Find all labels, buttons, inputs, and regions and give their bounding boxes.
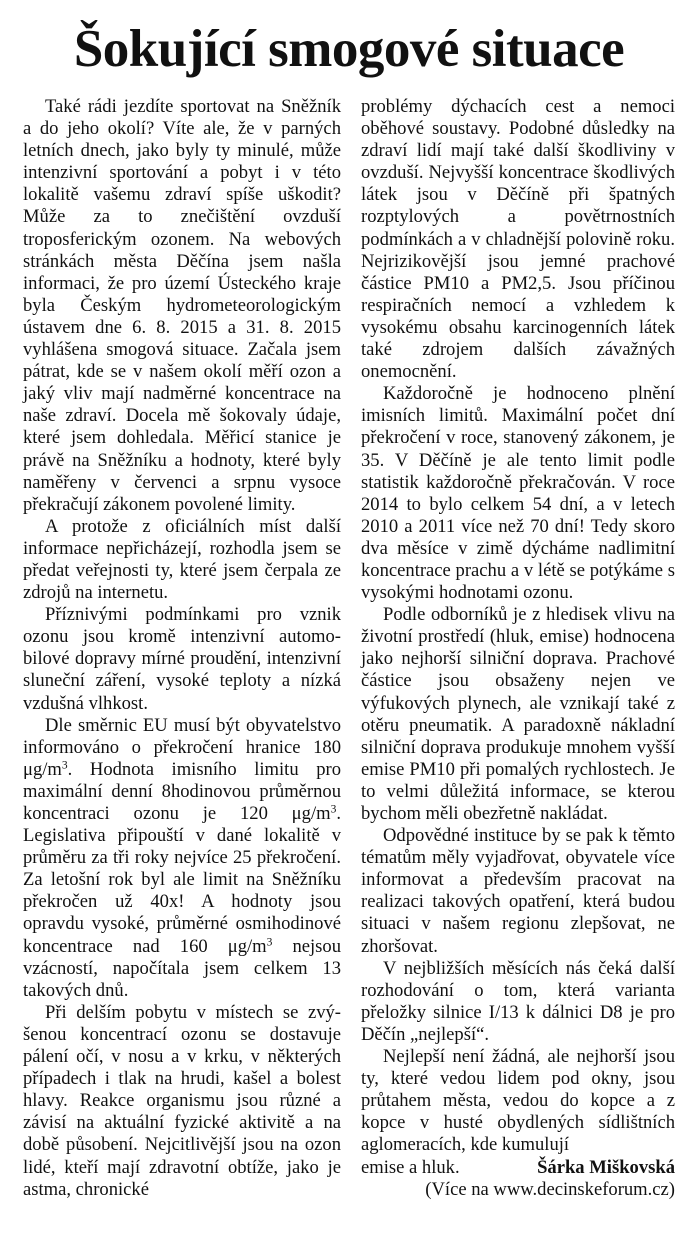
paragraph-4-part-d: nejsou vzácností, napočítala jsem celkem 13 takových dnů. — [23, 935, 341, 1001]
left-column — [23, 96, 341, 1201]
paragraph-1: Také rádi jezdíte sportovat na Sněžník a do jeho okolí? Víte ale, že v parných letních dnech, jako byly ty minulé, může intenzivní sportování a pobyt i v této lokalitě vašemu zdraví spíše uškodit? Může za to znečištění ovzduší troposferickým ozonem. Na webových stránkách města Děčína jsem našla informaci, že pro území Ústeckého kraje byla Českým hydrometeorologickým ústavem dne 6. 8. 2015 a 31. 8. 2015 vyhlášena smogová situace. Začala jsem pátrat, kde se v našem okolí měří ozon a jaký vliv mají nadměrné koncentrace na naše zdraví. Docela mě šokovaly údaje, které jsem dohledala. Měřicí stanice je právě na Sněžníku a hodnoty, které byly naměřeny v červenci a srpnu vysoce překračují zákonem povolené limity. — [23, 96, 341, 515]
paragraph-8: Odpovědné instituce by se pak k těmto tématům měly vyjadřovat, obyvatele více informovat a především pracovat na realizaci takových opatření, která budou situaci v našem regionu zlepšovat, ne zhoršovat. — [361, 825, 675, 957]
paragraph-6: Každoročně je hodnoceno plnění imisních limitů. Maximální počet dní překročení v roce, stanovený zákonem, je 35. V Děčíně je ale tento limit podle statistik každoročně překračován. V roce 2014 to bylo celkem 54 dní, a v letech 2010 a 2011 více než 70 dní! Tedy skoro dva měsíce v zimě dýcháme nadlimitní koncentrace prachu a v létě se potýkáme s vysokými hodnotami ozonu. — [361, 383, 675, 604]
signature-line — [361, 1157, 675, 1179]
paragraph-7: Podle odborníků je z hledisek vlivu na životní prostředí (hluk, emise) hodnocena jako nejhorší silniční doprava. Prachové částice jsou obsaženy nejen ve výfukových plynech, ale vznikají také z otěru pneumatik. A paradoxně nákladní silniční doprava produkuje mnohem vyšší emise PM10 při pomalých rychlostech. Je to velmi důležitá informace, se kterou bychom měli obezřetně nakládat. — [361, 604, 675, 824]
paragraph-3: Příznivými podmínkami pro vznik ozonu jsou kromě intenzivní automobilové dopravy mírné proudění, intenzivní sluneční záření, vysoké teploty a nízká vzdušná vlhkost. — [23, 604, 341, 714]
paragraph-4-part-b: . Hodnota imisního limitu pro maximální denní 8hodinovou průměrnou koncentraci ozonu je 120 μg/m — [23, 758, 341, 824]
paragraph-5: Při delším pobytu v místech se zvýšenou koncentrací ozonu se dostavuje pálení očí, v nosu a v krku, v některých případech i tlak na hrudi, kašel a bolest hlavy. Reakce organismu jsou různé a závisí na aktuální fyzické aktivitě a na době působení. Nejcitlivější jsou na ozon lidé, kteří mají zdravotní obtíže, jako je astma, chronické — [23, 1001, 341, 1200]
paragraph-2: A protože z oficiálních míst další informace nepřicházejí, rozhodla jsem se předat veřejnosti ty, které jsem čerpala ze zdrojů na internetu. — [23, 515, 341, 604]
right-column — [361, 96, 675, 1201]
superscript-3: 3 — [266, 936, 273, 949]
author-name: Šárka Miškovská — [537, 1156, 675, 1178]
paragraph-4-part-a: Dle směrnic EU musí být obyvatelstvo informováno o překročení hranice 180 μg/m — [23, 714, 341, 780]
paragraph-4 — [23, 715, 341, 1002]
superscript-3: 3 — [61, 759, 68, 772]
paragraph-10: Nejlepší není žádná, ale nejhorší jsou ty, které vedou lidem pod okny, jsou průtahem města, vedou do kopce a z kopce v husté obydlených sídlištních aglomeracích, kde kumulují — [361, 1046, 675, 1156]
paragraph-5-continued: problémy dýchacích cest a nemoci oběhové soustavy. Podobné důsledky na zdraví lidí mají také další škodliviny v ovzduší. Nejvyšší koncentrace škodlivých látek jsou v Děčíně při špatných rozptylových a povětrnostních podmínkách a v chladnější polovině roku. Nejrizikovější jsou jemné prachové částice PM10 a PM2,5. Jsou příčinou respiračních nemocí a vzhledem k vysokému obsahu karcinogenních látek také zdrojem dalších závažných onemocnění. — [361, 96, 675, 383]
paragraph-10-end: emise a hluk. — [361, 1156, 460, 1178]
headline: Šokující smogové situace — [73, 20, 625, 78]
paragraph-9: V nejbližších měsících nás čeká další rozhodování o tom, která varianta přeložky silnice I/13 k dálnici D8 je pro Děčín „nejlepší“. — [361, 957, 675, 1045]
website-note: (Více na www.decinskeforum.cz) — [425, 1178, 675, 1200]
superscript-3: 3 — [330, 803, 337, 816]
paragraph-4-part-c: . Legislativa připouští v dané lokalitě v průměru za tři roky nejvíce 25 překročení. Za letošní rok byl ale limit na Sněžníku překročen už 40x! A hodnoty jsou opravdu vysoké, průměrné osmihodinové koncentrace nad 160 μg/m — [23, 803, 341, 957]
